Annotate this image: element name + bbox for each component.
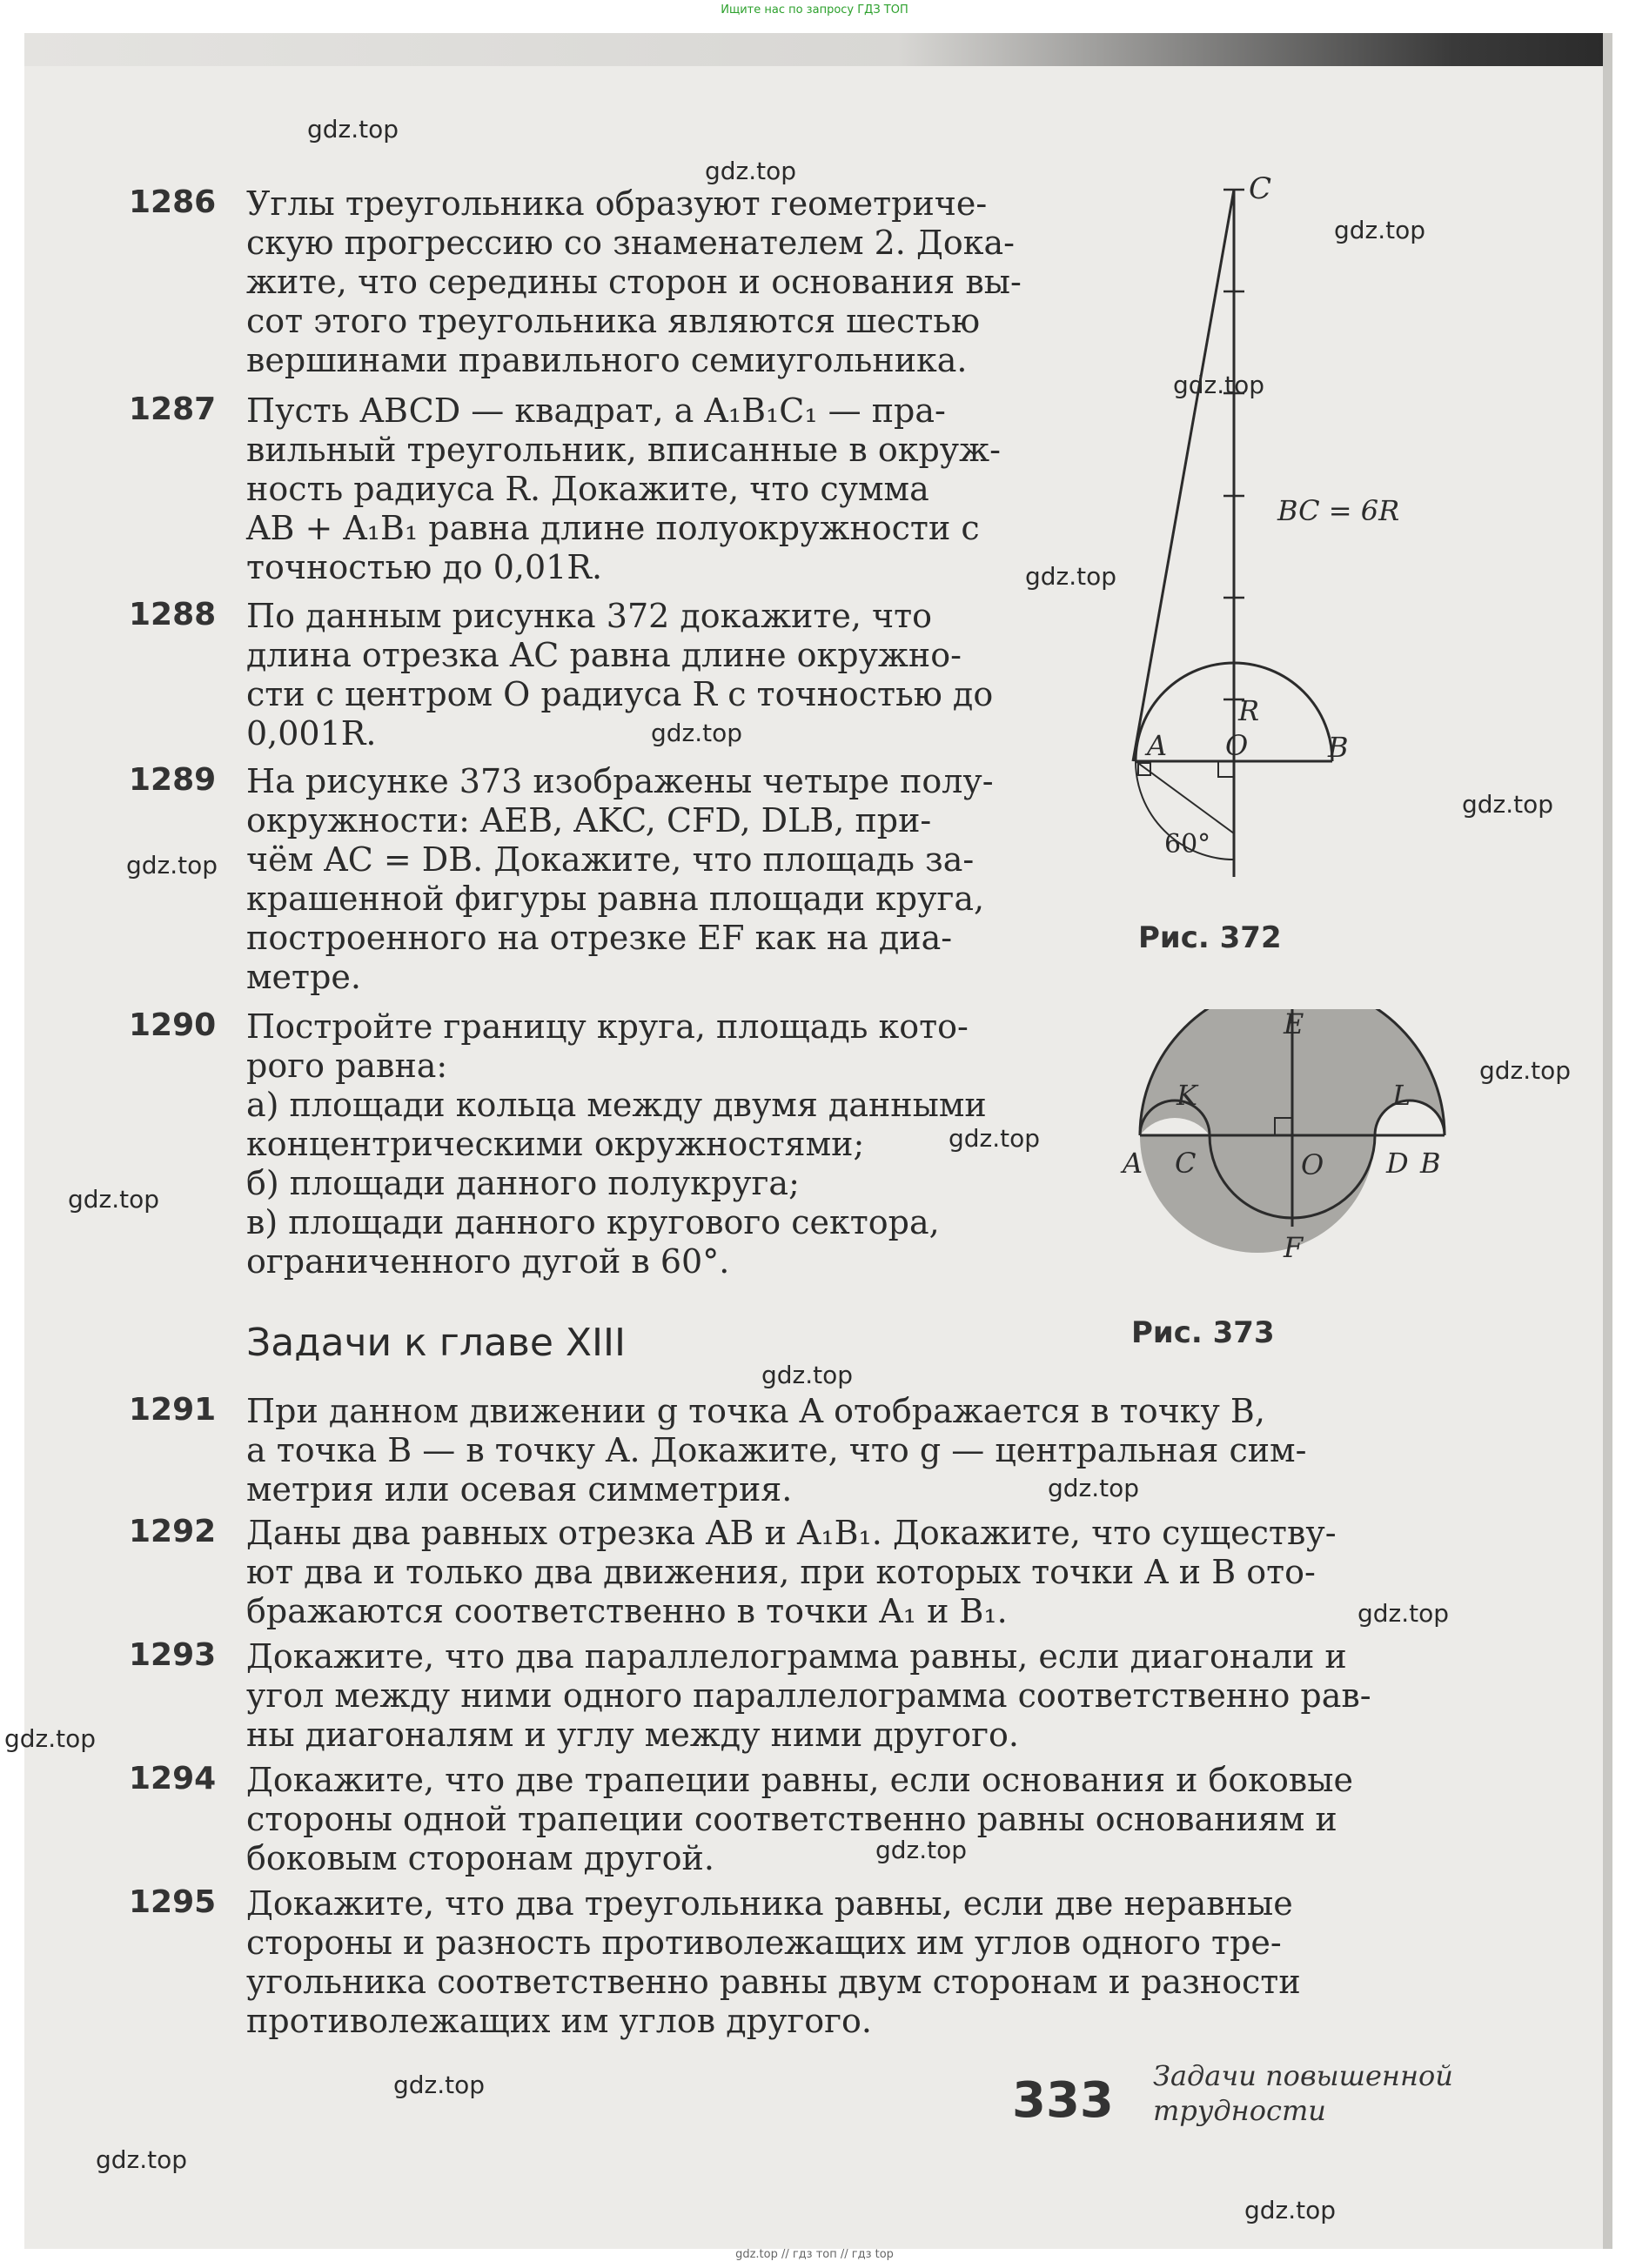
label-e: E <box>1284 1009 1304 1040</box>
text-line: а) площади кольца между двумя данными <box>246 1086 987 1124</box>
bottom-note: gdz.top // гдз топ // гдз top <box>735 2248 894 2261</box>
text-line: Докажите, что два треугольника равны, если две неравные <box>246 1884 1293 1923</box>
text-line: концентрическими окружностями; <box>246 1125 865 1163</box>
text-line: На рисунке 373 изображены четыре полу- <box>246 762 994 800</box>
top-search-note: Ищите нас по запросу ГДЗ ТОП <box>721 3 908 17</box>
watermark: gdz.top <box>761 1361 854 1389</box>
watermark: gdz.top <box>705 157 797 185</box>
watermark: gdz.top <box>1479 1056 1572 1085</box>
label-a: A <box>1147 729 1168 762</box>
label-o: O <box>1301 1148 1324 1181</box>
text-line: Углы треугольника образуют геометриче- <box>246 184 988 223</box>
problem-number: 1294 <box>129 1761 217 1796</box>
label-b: B <box>1420 1147 1441 1180</box>
problem-number: 1295 <box>129 1884 217 1920</box>
watermark: gdz.top <box>1334 216 1426 244</box>
problem-text <box>246 1637 1586 1755</box>
label-c: C <box>1249 171 1272 206</box>
label-angle: 60° <box>1164 829 1211 860</box>
text-line: AB + A₁B₁ равна длине полуокружности с <box>246 509 980 547</box>
scan-top-shadow <box>24 33 1612 66</box>
text-line: стороны и разность противолежащих им углов одного тре- <box>246 1923 1282 1962</box>
problem-number: 1286 <box>129 184 217 220</box>
text-line: вершинами правильного семиугольника. <box>246 341 968 379</box>
text-line: ность радиуса R. Докажите, что сумма <box>246 470 929 508</box>
problem-text <box>246 1761 1586 1878</box>
label-r: R <box>1238 694 1260 727</box>
problem-text <box>246 1392 1586 1509</box>
figure-372-caption: Рис. 372 <box>1138 920 1282 955</box>
watermark: gdz.top <box>949 1124 1041 1153</box>
text-line: скую прогрессию со знаменателем 2. Дока- <box>246 224 1015 262</box>
watermark: gdz.top <box>4 1724 97 1753</box>
label-k: K <box>1176 1079 1197 1112</box>
text-line: б) площади данного полукруга; <box>246 1164 800 1202</box>
section-title <box>1153 2058 1453 2128</box>
text-line: Докажите, что два параллелограмма равны, если диагонали и <box>246 1637 1347 1676</box>
text-line: угол между ними одного параллелограмма соответственно рав- <box>246 1676 1371 1715</box>
text-line: крашенной фигуры равна площади круга, <box>246 880 985 918</box>
label-a: A <box>1123 1147 1143 1180</box>
text-line: боковым сторонам другой. <box>246 1839 714 1877</box>
text-line: При данном движении g точка A отображается в точку B, <box>246 1392 1265 1430</box>
text-line: точностью до 0,01R. <box>246 548 603 586</box>
text-line: ны диагоналям и углу между ними другого. <box>246 1716 1019 1754</box>
text-line: построенного на отрезке EF как на диа- <box>246 919 953 957</box>
problem-number: 1287 <box>129 391 217 427</box>
figure-373-caption: Рис. 373 <box>1131 1315 1275 1350</box>
watermark: gdz.top <box>307 115 399 144</box>
text-line: ограниченного дугой в 60°. <box>246 1242 730 1281</box>
problem-text <box>246 762 1203 997</box>
text-line: рого равна: <box>246 1047 448 1085</box>
label-c: C <box>1175 1147 1197 1180</box>
watermark: gdz.top <box>393 2071 486 2099</box>
watermark: gdz.top <box>96 2145 188 2174</box>
problem-number: 1289 <box>129 762 217 798</box>
problem-number: 1291 <box>129 1392 217 1428</box>
text-line: а точка B — в точку A. Докажите, что g — центральная сим- <box>246 1431 1307 1469</box>
label-b: B <box>1328 731 1349 764</box>
text-line: окружности: AEB, AKC, CFD, DLB, при- <box>246 801 932 840</box>
watermark: gdz.top <box>1025 562 1117 591</box>
problem-text <box>246 1514 1586 1631</box>
text-line: Докажите, что две трапеции равны, если основания и боковые <box>246 1761 1354 1799</box>
text-line: сти с центром O радиуса R с точностью до <box>246 675 994 713</box>
text-line: ют два и только два движения, при которых точки A и B ото- <box>246 1553 1316 1591</box>
problem-number: 1293 <box>129 1637 217 1673</box>
watermark: gdz.top <box>68 1185 160 1214</box>
watermark: gdz.top <box>126 851 218 880</box>
text-line: бражаются соответственно в точки A₁ и B₁. <box>246 1592 1008 1630</box>
problem-number: 1288 <box>129 597 217 632</box>
problem-text <box>246 1884 1586 2041</box>
text-line: длина отрезка AC равна длине окружно- <box>246 636 962 674</box>
label-d: D <box>1386 1147 1409 1180</box>
text-line: метрия или осевая симметрия. <box>246 1470 793 1509</box>
problem-text <box>246 184 1203 380</box>
problem-text <box>246 597 1203 753</box>
text-line: вильный треугольник, вписанные в окруж- <box>246 431 1001 469</box>
right-angle-mark <box>1218 761 1234 777</box>
problem-text <box>246 1007 1203 1281</box>
text-line: Даны два равных отрезка AB и A₁B₁. Докажите, что существу- <box>246 1514 1337 1552</box>
text-line: Пусть ABCD — квадрат, а A₁B₁C₁ — пра- <box>246 391 946 430</box>
watermark: gdz.top <box>1358 1599 1450 1628</box>
watermark: gdz.top <box>1244 2196 1337 2225</box>
watermark: gdz.top <box>1048 1474 1140 1502</box>
page-number: 333 <box>1012 2072 1114 2129</box>
text-line: жите, что середины сторон и основания вы- <box>246 263 1022 301</box>
text-line: в) площади данного кругового сектора, <box>246 1203 940 1241</box>
text-line: стороны одной трапеции соответственно равны основаниям и <box>246 1800 1337 1838</box>
label-o: O <box>1225 729 1249 762</box>
text-line: противолежащих им углов другого. <box>246 2002 873 2040</box>
problem-text <box>246 391 1203 587</box>
section-line: Задачи повышенной <box>1153 2059 1453 2092</box>
text-line: 0,001R. <box>246 714 377 753</box>
section-line: трудности <box>1153 2094 1326 2127</box>
watermark: gdz.top <box>875 1836 968 1864</box>
label-bc: BC = 6R <box>1277 494 1400 527</box>
text-line: По данным рисунка 372 докажите, что <box>246 597 933 635</box>
text-line: сот этого треугольника являются шестью <box>246 302 981 340</box>
text-line: чём AC = DB. Докажите, что площадь за- <box>246 840 975 879</box>
text-line: Постройте границу круга, площадь кото- <box>246 1007 969 1046</box>
text-line: угольника соответственно равны двум сторонам и разности <box>246 1963 1301 2001</box>
label-l: L <box>1392 1079 1411 1112</box>
text-line: метре. <box>246 958 361 996</box>
chapter-title: Задачи к главе XIII <box>246 1321 626 1365</box>
watermark: gdz.top <box>651 719 743 747</box>
watermark: gdz.top <box>1462 790 1554 819</box>
scan-right-edge <box>1603 33 1612 2249</box>
problem-number: 1292 <box>129 1514 217 1549</box>
figure-372 <box>1079 165 1479 931</box>
figure-373 <box>1105 1009 1488 1322</box>
label-f: F <box>1284 1231 1304 1264</box>
problem-number: 1290 <box>129 1007 217 1043</box>
watermark: gdz.top <box>1173 371 1265 399</box>
